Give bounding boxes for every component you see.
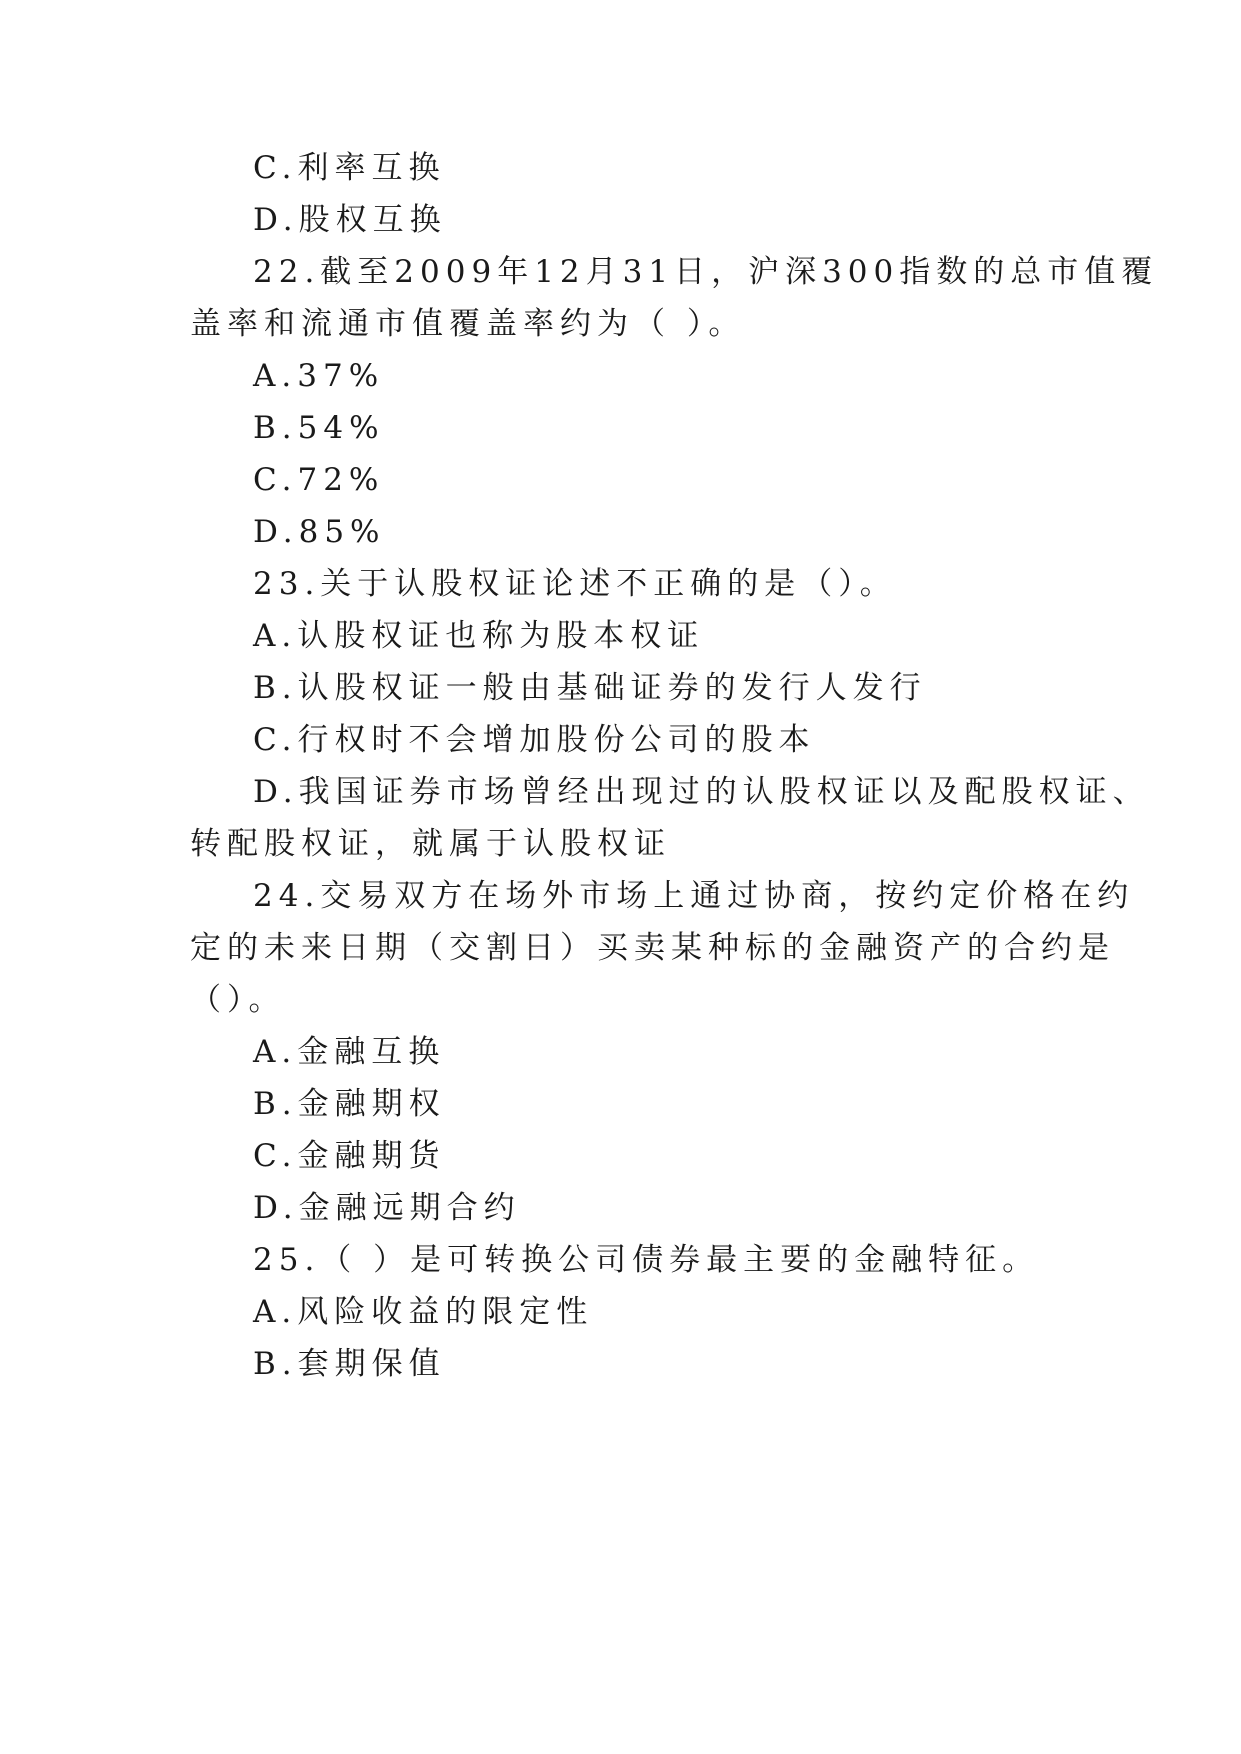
q24-option-c: C.金融期货 (253, 1138, 446, 1174)
q22-option-a: A.37% (253, 358, 385, 394)
q23-option-a: A.认股权证也称为股本权证 (253, 618, 705, 654)
q24-option-b: B.金融期权 (253, 1086, 446, 1122)
q23-stem: 23.关于认股权证论述不正确的是（）。 (253, 566, 897, 602)
q24-stem-line-1: 24.交易双方在场外市场上通过协商，按约定价格在约 (253, 878, 1135, 914)
q22-stem-line-2: 盖率和流通市值覆盖率约为（ ）。 (190, 306, 746, 342)
q24-option-d: D.金融远期合约 (253, 1190, 521, 1226)
q21-option-d: D.股权互换 (253, 202, 447, 238)
q25-stem: 25.（ ）是可转换公司债券最主要的金融特征。 (253, 1242, 1040, 1278)
q23-option-d-line-1: D.我国证券市场曾经出现过的认股权证以及配股权证、 (253, 774, 1150, 810)
q22-option-c: C.72% (253, 462, 385, 498)
q22-option-b: B.54% (253, 410, 385, 446)
q24-stem-line-2: 定的未来日期（交割日）买卖某种标的金融资产的合约是 (190, 930, 1115, 966)
q25-option-a: A.风险收益的限定性 (253, 1294, 594, 1330)
q23-option-d-line-2: 转配股权证，就属于认股权证 (190, 826, 671, 862)
q24-stem-line-3: （）。 (190, 982, 286, 1018)
q22-option-d: D.85% (253, 514, 386, 550)
q23-option-b: B.认股权证一般由基础证券的发行人发行 (253, 670, 927, 706)
q25-option-b: B.套期保值 (253, 1346, 446, 1382)
q21-option-c: C.利率互换 (253, 150, 446, 186)
q22-stem-line-1: 22.截至2009年12月31日，沪深300指数的总市值覆 (253, 254, 1159, 290)
q24-option-a: A.金融互换 (253, 1034, 446, 1070)
q23-option-c: C.行权时不会增加股份公司的股本 (253, 722, 816, 758)
